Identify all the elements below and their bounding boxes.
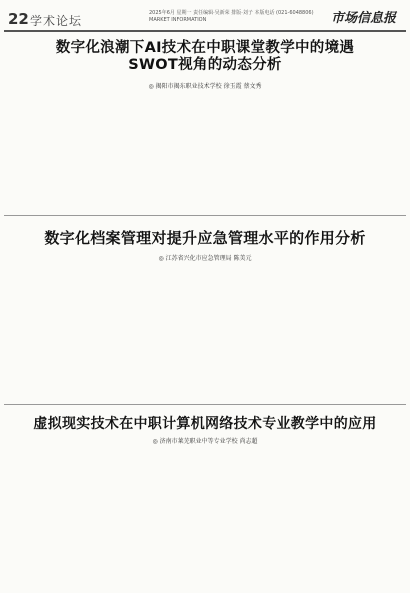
article-2-body [14,263,398,400]
text-column [112,446,203,589]
article-1-title [0,40,410,74]
article-divider [4,404,406,405]
article-3-author: ◎ 济南市莱芜职业中等专业学校 尚志超 [152,438,258,445]
article-2-title: 数字化档案管理对提升应急管理水平的作用分析 [44,229,366,247]
article-divider [4,215,406,216]
text-column [112,263,203,400]
text-column [14,446,105,589]
text-column [307,92,398,210]
text-column [307,263,398,400]
header-meta-line: 2025年6月 星期一 责任编辑·吴新荣 排版·刘子 本版电话 (021-6048806) [149,10,314,16]
article-1-body [14,92,398,210]
page-header [4,4,406,28]
text-column [307,446,398,589]
article-3-title: 虚拟现实技术在中职计算机网络技术专业教学中的应用 [33,416,377,432]
text-column [112,92,203,210]
text-column [210,263,301,400]
article-3-body [14,446,398,589]
text-column [210,446,301,589]
header-meta [149,10,314,24]
header-meta-english: MARKET INFORMATION [149,17,207,23]
article-1-title-line-2: SWOT视角的动态分析 [128,57,282,73]
text-column [210,92,301,210]
article-1-title-line-1: 数字化浪潮下AI技术在中职课堂教学中的境遇 [55,40,355,56]
newspaper-brand: 市场信息报 [330,11,396,26]
article-2-author: ◎ 江苏省兴化市应急管理局 陈美元 [158,255,252,262]
article-1-author: ◎ 揭阳市揭东职业技术学校 徐玉霞 蔡文秀 [148,83,262,90]
section-name: 学术论坛 [30,14,83,28]
header-rule [4,30,406,32]
page-number: 22 [8,10,29,28]
text-column [14,92,105,210]
text-column [14,263,105,400]
